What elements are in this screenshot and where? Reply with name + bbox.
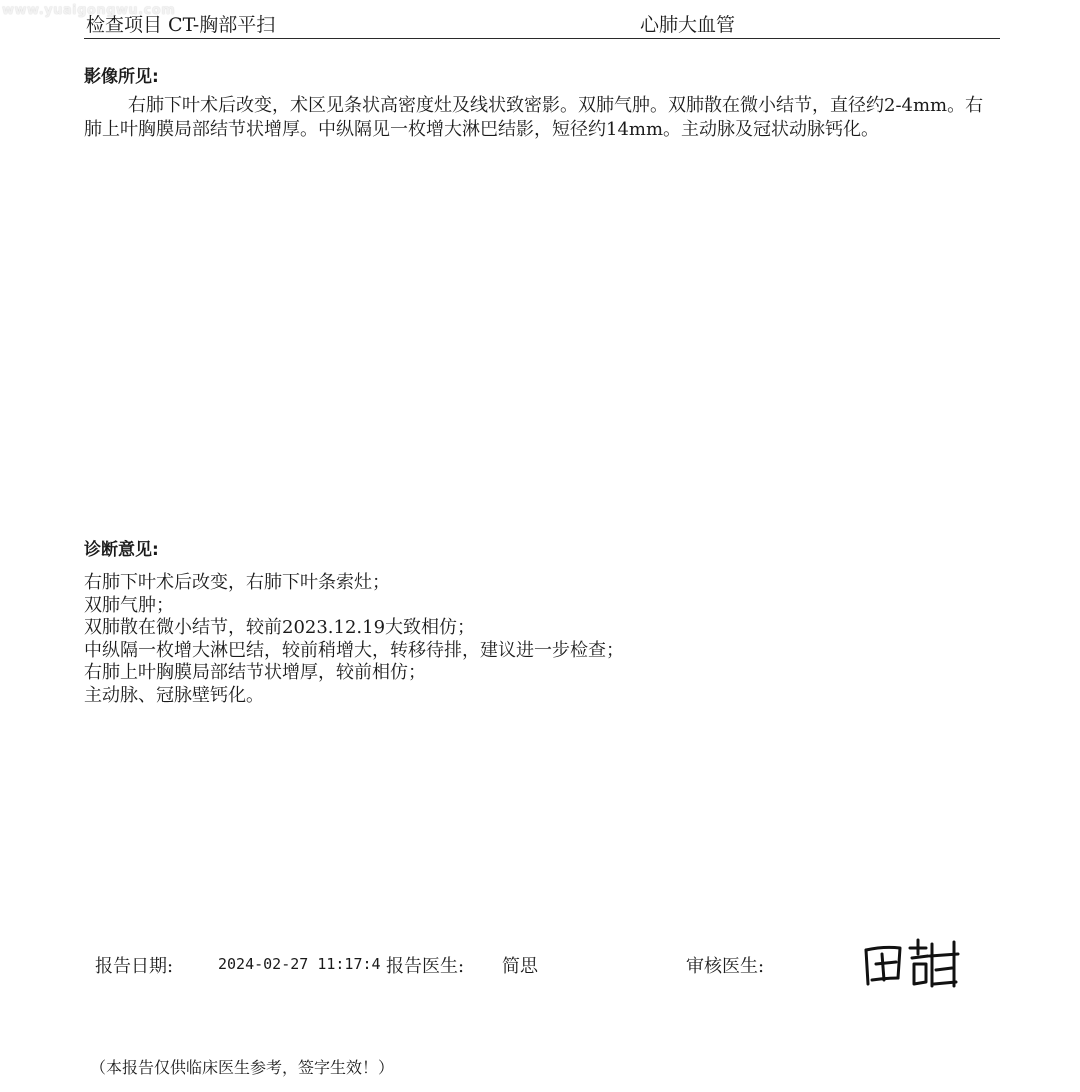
diagnosis-item: 主动脉、冠脉壁钙化。	[84, 684, 264, 706]
diagnosis-item: 右肺上叶胸膜局部结节状增厚，较前相仿；	[84, 662, 426, 683]
disclaimer: （本报告仅供临床医生参考，签字生效！）	[90, 1058, 395, 1077]
report-date-label: 报告日期:	[95, 956, 174, 977]
reviewer-signature-image	[858, 934, 968, 994]
diagnosis-item: 中纵隔一枚增大淋巴结，较前稍增大，转移待排，建议进一步检查；	[84, 639, 624, 661]
report-header	[84, 8, 1000, 39]
findings-text: 右肺下叶术后改变，术区见条状高密度灶及线状致密影。双肺气肿。双肺散在微小结节，直径约2-4mm。右肺上叶胸膜局部结节状增厚。中纵隔见一枚增大淋巴结影，短径约14mm。主动脉及冠状动脉钙化。	[84, 95, 984, 140]
exam-item: 检查项目 CT-胸部平扫	[86, 14, 276, 36]
findings-heading: 影像所见:	[84, 67, 159, 87]
reviewer-label: 审核医生:	[686, 956, 765, 977]
exam-area: 心肺大血管	[640, 14, 736, 36]
report-doctor-label: 报告医生:	[386, 956, 465, 977]
report-doctor-name: 简思	[502, 956, 538, 977]
report-date-value: 2024-02-27 11:17:4	[218, 955, 381, 973]
diagnosis-heading: 诊断意见:	[84, 540, 159, 560]
site-watermark: www.yuaigongwu.com	[2, 3, 176, 18]
diagnosis-item: 双肺散在微小结节，较前2023.12.19大致相仿；	[84, 617, 476, 638]
diagnosis-item: 双肺气肿；	[84, 594, 174, 616]
diagnosis-list	[84, 572, 984, 707]
diagnosis-item: 右肺下叶术后改变，右肺下叶条索灶；	[84, 572, 390, 593]
